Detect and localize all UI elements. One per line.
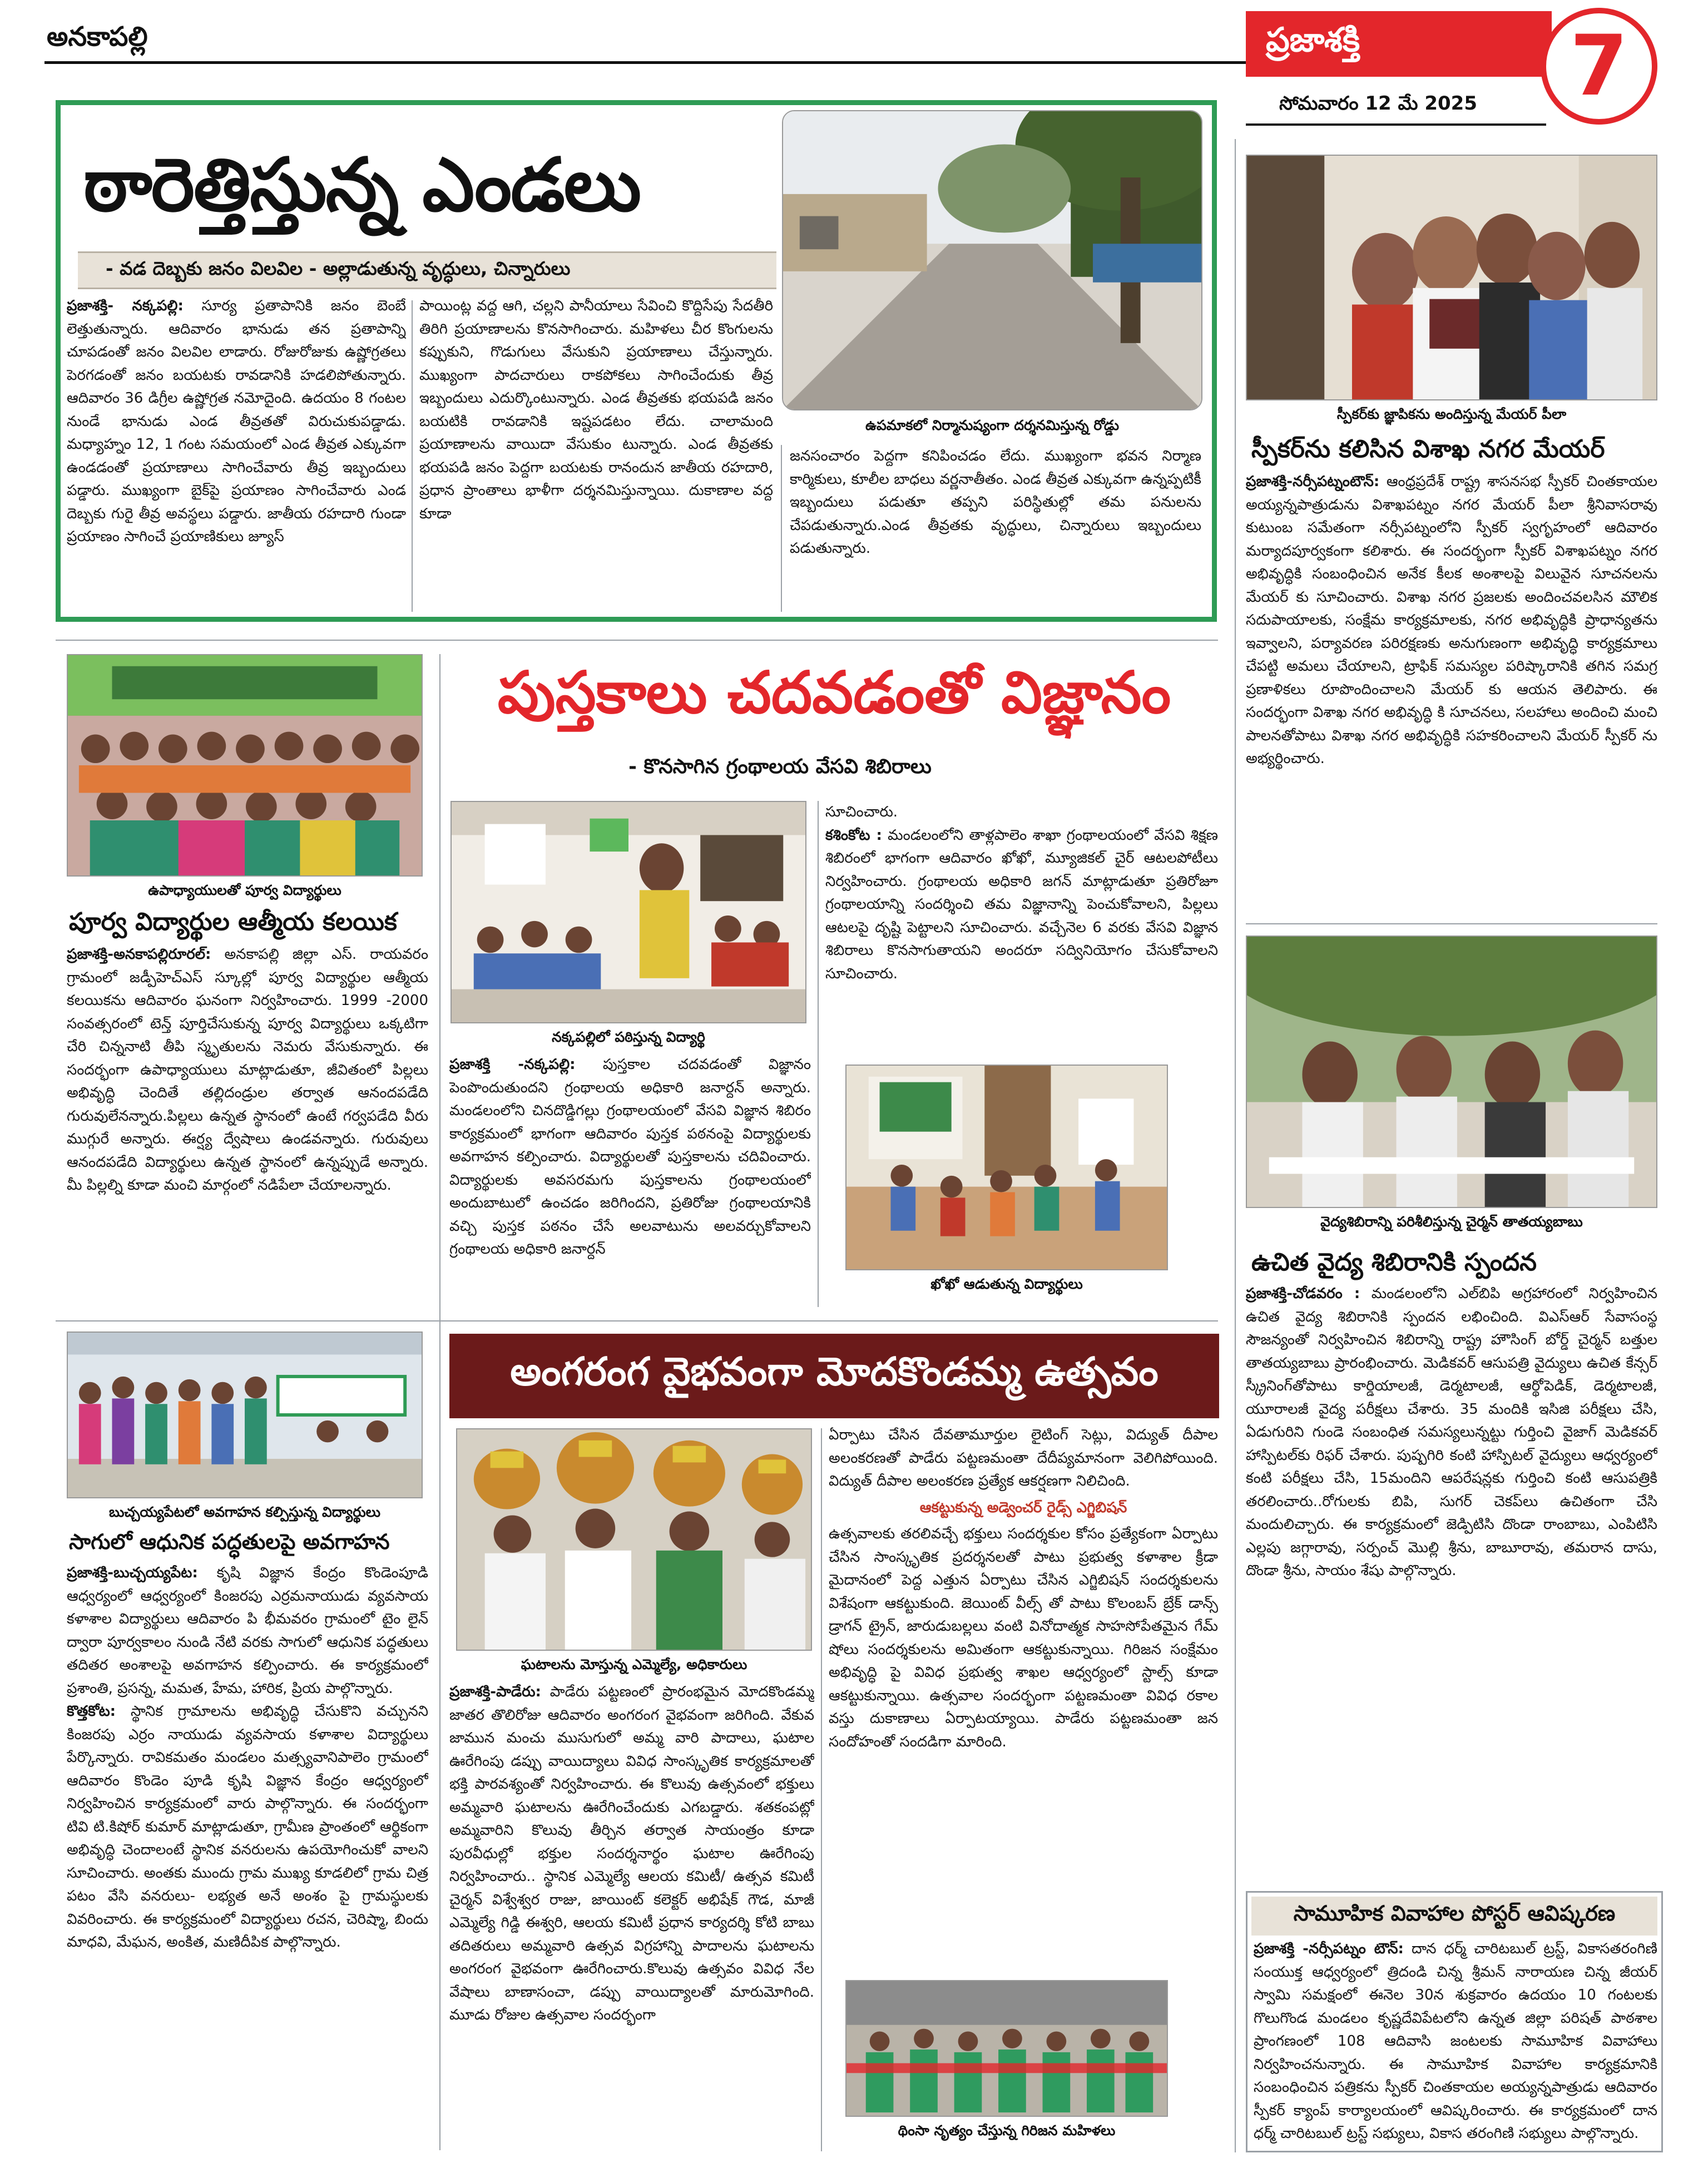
edition-name: అనకాపల్లి xyxy=(47,21,148,52)
agri-photo xyxy=(67,1332,423,1498)
festival-story-headline: అంగరంగ వైభవంగా మోదకొండమ్మ ఉత్సవం xyxy=(510,1348,1159,1394)
lead-story-photo-caption: ఉపమాకలో నిర్మానుష్యంగా దర్శనమిస్తున్న రోడ్డు xyxy=(865,417,1119,433)
alumni-photo xyxy=(67,654,423,877)
masthead-rule xyxy=(44,61,1251,64)
speaker-photo-caption: స్పీకర్‌కు జ్ఞాపికను అందిస్తున్న మేయర్ పీలా xyxy=(1336,406,1567,422)
library-col-divider xyxy=(818,801,819,1307)
lead-story-column-1 xyxy=(67,295,406,612)
medical-photo-caption: వైద్యశిబిరాన్ని పరిశీలిస్తున్న చైర్మన్ తాతయ్యబాబు xyxy=(1320,1214,1583,1230)
speaker-story-text: ఆంధ్రప్రదేశ్ రాష్ట్ర శాసనసభ స్పీకర్ చింతకాయల అయ్యన్నపాత్రుడును విశాఖపట్నం నగర మేయర్ పీలా శ్రీనివాసరావు కుటుంబ సమేతంగా నర్సీపట్నంలోని స్పీకర్ స్వగృహంలో ఆదివారం మర్యాదపూర్వకంగా కలిశారు. ఈ సందర్భంగా స్పీకర్ విశాఖపట్నం నగర అభివృద్ధికి సంబంధించిన అనేక కీలక అంశాలపై విలువైన సూచనలను మేయర్ కు సూచించారు. విశాఖ నగర ప్రజలకు అందించవలసిన మౌలిక సదుపాయాలకు, సంక్షేమ కార్యక్రమాలకు, నగర అభివృద్ధికి ప్రాధాన్యతను ఇవ్వాలని, పర్యావరణ పరిరక్షణకు అనుగుణంగా అభివృద్ధి కార్యక్రమాలు చేపట్టి అమలు చేయాలని, ట్రాఫిక్ సమస్యల పరిష్కారానికి తగిన సమగ్ర ప్రణాళికలు రూపొందించాలని మేయర్ కు ఆయన తెలిపారు. ఈ సందర్భంగా విశాఖ నగర అభివృద్ధి కి సూచనలు, సలహాలు అందించి మంచి పాలనతోపాటు విశాఖ నగర అభివృద్ధికి సహకరించాలని మేయర్ స్పీకర్ ను అభ్యర్థించారు. xyxy=(1246,473,1657,767)
library-story-dateline-2: కశింకోట : xyxy=(825,826,882,844)
medical-photo xyxy=(1246,935,1657,1208)
mid-divider-top xyxy=(56,640,1218,641)
festival-headline-bar xyxy=(449,1334,1219,1418)
agri-awareness-image xyxy=(68,1333,422,1497)
library-photo-khokho-caption: ఖోఖో ఆడుతున్న విద్యార్థులు xyxy=(930,1276,1083,1292)
ghatam-procession-image xyxy=(457,1429,811,1650)
agri-story-dateline: ప్రజాశక్తి-బుచ్చయ్యపేట: xyxy=(67,1565,198,1581)
lead-story-column-3 xyxy=(790,445,1201,612)
library-story-text-right: మండలంలోని తాళ్లపాలెం శాఖా గ్రంథాలయంలో వేసవి శిక్షణ శిబిరంలో భాగంగా ఆదివారం ఖోఖో, మ్యూజికల్ చైర్ ఆటలపోటీలు నిర్వహించారు. గ్రంథాలయ అధికారి జగన్ మాట్లాడుతూ ప్రతిరోజూ గ్రంథాలయాన్ని సందర్శించి తమ విజ్ఞానాన్ని పెంచుకోవాలని, పిల్లలు ఆటలపై దృష్టి పెట్టాలని సూచించారు. వచ్చేనెల 6 వరకు వేసవి విజ్ఞాన శిబిరాలు కొనసాగుతాయని అందరూ సద్వినియోగం చేసుకోవాలని సూచించారు. xyxy=(825,826,1218,982)
alumni-story-headline: పూర్వ విద్యార్థుల ఆత్మీయ కలయిక xyxy=(69,908,397,936)
page-number: 7 xyxy=(1570,18,1628,115)
festival-col-divider xyxy=(821,1428,822,2151)
library-photo-khokho xyxy=(845,1065,1168,1270)
dhimsa-dance-image xyxy=(846,1981,1167,2116)
agri-story-text: కృషి విజ్ఞాన కేంద్రం కొండెంపూడి ఆధ్వర్యంలో ఆధ్వర్యంలో కింజరపు ఎర్రమనాయుడు వ్యవసాయ కళాశాల విద్యార్థులు ఆదివారం పి భీమవరం గ్రామంలో టైం లైన్ ద్వారా పూర్వకాలం నుండి నేటి వరకు సాగులో ఆధునిక పద్ధతులు తదితర అంశాలపై అవగాహన కల్పించారు. ఈ కార్యక్రమంలో ప్రశాంతి, ప్రసన్న, మమత, హేమ, హారిక, ప్రియ పాల్గొన్నారు. xyxy=(67,1565,428,1697)
lead-col-divider-1 xyxy=(412,300,413,612)
library-story-headline: పుస్తకాలు చదవడంతో విజ్ఞానం xyxy=(497,659,1171,726)
speaker-story-body xyxy=(1246,471,1657,904)
paper-name: ప్రజాశక్తి xyxy=(1266,21,1360,60)
festival-story-dateline: ప్రజాశక్తి-పాడేరు: xyxy=(449,1684,541,1700)
festival-story-body-right xyxy=(829,1424,1218,1991)
alumni-group-image xyxy=(68,655,422,875)
wedding-story-dateline: ప్రజాశక్తి -నర్సీపట్నం టౌన్: xyxy=(1254,1941,1404,1957)
library-photo-reading-caption: నక్కపల్లిలో పఠిస్తున్న విద్యార్థి xyxy=(552,1029,705,1045)
lead-story-subhead-band xyxy=(78,251,776,289)
alumni-story-text: అనకాపల్లి జిల్లా ఎస్. రాయవరం గ్రామంలో జడ్పీహెచ్ఎస్ స్కూల్లో పూర్వ విద్యార్థుల ఆత్మీయ కలయికను ఆదివారం ఘనంగా నిర్వహించారు. 1999 -2000 సంవత్సరంలో టెన్త్ పూర్తిచేసుకున్న పూర్వ విద్యార్థులు ఒక్కటిగా చేరి చిన్ననాటి తీపి స్మృతులను నెమరు వేసుకున్నారు. ఈ సందర్భంగా ఉపాధ్యాయులు మాట్లాడుతూ, జీవితంలో పిల్లలు అభివృద్ధి చెందితే తల్లిదండ్రుల తర్వాత ఆనందపడేది గురువులేనన్నారు.పిల్లలు ఉన్నత స్థానంలో ఉంటే గర్వపడేది వీరు ముగ్గురే అన్నారు. ఈర్ష్య ద్వేషాలు ఉండవన్నారు. గురువులు ఆనందపడేది విద్యార్థులు ఉన్నత స్థానంలో ఉన్నప్పుడే అన్నారు. మీ పిల్లల్ని కూడా మంచి మార్గంలో నడిపేలా చేయాలన్నారు. xyxy=(67,946,428,1194)
lead-story-dateline: ప్రజాశక్తి- నక్కపల్లి: xyxy=(67,298,184,314)
festival-story-text-right-2: ఉత్సవాలకు తరలివచ్చే భక్తులు సందర్శకుల కోసం ప్రత్యేకంగా ఏర్పాటు చేసిన సాంస్కృతిక ప్రదర్శనలతో పాటు ప్రభుత్వ కళాశాల క్రీడా మైదానంలో పెద్ద ఎత్తున ఏర్పాటు చేసిన ఎగ్జిబిషన్ సందర్శకులను విశేషంగా ఆకట్టుకుంది. జెయింట్ వీల్స్ తో పాటు కొలంబస్ బ్రేక్ డాన్స్ డ్రాగన్ ట్రైన్, జారుడుబల్లలు వంటి వినోదాత్మక సాహసోపేతమైన గేమ్ షోలు సందర్శకులను అమితంగా ఆకట్టుకున్నాయి. గిరిజన సంక్షేమం అభివృద్ధి పై వివిధ ప్రభుత్వ శాఖల ఆధ్వర్యంలో స్టాల్స్ కూడా ఆకట్టుకున్నాయి. ఉత్సవాల సందర్భంగా పట్టణమంతా వివిధ రకాల వస్తు దుకాణాలు ఏర్పాటయ్యాయి. పాడేరు పట్టణమంతా జన సందోహంతో సందడిగా మారింది. xyxy=(829,1526,1218,1750)
library-text-continued: సూచించారు. xyxy=(825,804,898,820)
wedding-story-text: దాన ధర్మ్ చారిటబుల్ ట్రస్ట్, వికాసతరంగిణి సంయుక్త ఆధ్వర్యంలో త్రిదండి చిన్న శ్రీమన్ నారాయణ చిన్న జీయర్ స్వామి సమక్షంలో ఈనెల 30న శుక్రవారం ఉదయం 10 గంటలకు గొలుగొండ మండలం కృష్ణదేవిపేటలోని ఉన్నత జిల్లా పరిషత్ పాఠశాల ప్రాంగణంలో 108 ఆదివాసి జంటలకు సామూహిక వివాహాలు నిర్వహించనున్నారు. ఈ సామూహిక వివాహాల కార్యక్రమానికి సంబంధించిన పత్రికను స్పీకర్ చింతకాయల అయ్యన్నపాత్రుడు ఆదివారం స్పీకర్ క్యాంప్ కార్యాలయంలో ఆవిష్కరించారు. ఈ కార్యక్రమంలో దాన ధర్మ్ చారిటబుల్ ట్రస్ట్ సభ్యులు, వికాస తరంగిణి సభ్యులు పాల్గొన్నారు. xyxy=(1254,1941,1657,2142)
library-photo-reading xyxy=(450,801,806,1023)
wedding-headline-band xyxy=(1251,1897,1657,1936)
library-story-text-left: పుస్తకాల చదవడంతో విజ్ఞానం పెంపొందుతుందని గ్రంథాలయ అధికారి జనార్దన్ అన్నారు. మండలంలోని చినదొడ్డిగల్లు గ్రంథాలయంలో వేసవి విజ్ఞాన శిబిరం కార్యక్రమంలో భాగంగా ఆదివారం పుస్తక పఠనంపై విద్యార్థులకు అవగాహన కల్పించారు. విద్యార్థులతో పుస్తకాలను చదివించారు. విద్యార్థులకు అవసరమగు పుస్తకాలను గ్రంథాలయంలో అందుబాటులో ఉంచడం జరిగిందని, ప్రతిరోజు గ్రంథాలయానికి వచ్చి పుస్తక పఠనం చేసే అలవాటును అలవర్చుకోవాలని గ్రంథాలయ అధికారి జనార్దన్ xyxy=(449,1056,811,1258)
alumni-story-body xyxy=(67,943,428,1310)
medical-story-text: మండలంలోని ఎల్‌బిపి అగ్రహారంలో నిర్వహించిన ఉచిత వైద్య శిబిరానికి స్పందన లభించింది. విఎస్ఆర్ సేవాసంస్థ సౌజన్యంతో నిర్వహించిన శిబిరాన్ని రాష్ట్ర హౌసింగ్ బోర్డ్ చైర్మన్ బత్తుల తాతయ్యబాబు ప్రారంభించారు. మెడికవర్ ఆసుపత్రి వైద్యులు ఉచిత కేన్సర్ స్క్రీనింగ్‌తోపాటు కార్డియాలజీ, డెర్మటాలజీ, ఆర్థోపెడిక్, డెర్మటాలజీ, యూరాలజీ వైద్య పరీక్షలు చేశారు. 35 మందికి ఇసిజి పరీక్షలు చేసి, ఏడుగురిని గుండె సంబంధిత సమస్యలున్నట్టు గుర్తించి వైజాగ్ మెడికవర్ హాస్పిటల్‌కు రిఫర్ చేశారు. పుష్పగిరి కంటి హాస్పిటల్ వైద్యులు ఆధ్వర్యంలో కంటి పరీక్షలు చేసి, 15మందిని ఆపరేషన్లకు గుర్తించి కంటి ఆసుపత్రికి తరలించారు..రోగులకు బిపి, సుగర్ చెకప్‌లు ఉచితంగా చేసి మందులిచ్చారు. ఈ కార్యక్రమంలో జెడ్పిటిసి దొండా రాంబాబు, ఎంపిటిసి ఎల్లపు జగ్గారావు, సర్పంచ్ మొల్లి శ్రీను, బాబూరావు, తమరాన దాసు, దొండా శ్రీను, సాయం శేషు పాల్గొన్నారు. xyxy=(1246,1285,1657,1579)
khokho-game-image xyxy=(846,1066,1167,1269)
speaker-memento-image xyxy=(1247,156,1656,399)
festival-photo-dhimsa-caption: థింసా నృత్యం చేస్తున్న గిరిజన మహిళలు xyxy=(898,2122,1116,2139)
festival-photo-ghatam-caption: ఘటాలను మోస్తున్న ఎమ్మెల్యే, అధికారులు xyxy=(521,1656,747,1672)
library-story-body-right xyxy=(825,801,1218,1057)
empty-road-image xyxy=(783,111,1201,409)
wedding-story-headline: సామూహిక వివాహాల పోస్టర్ ఆవిష్కరణ xyxy=(1293,1901,1616,1926)
mid-divider-bottom xyxy=(56,1320,1218,1321)
medical-story-headline: ఉచిత వైద్య శిబిరానికి స్పందన xyxy=(1251,1248,1537,1276)
lead-story-headline: ఠారెత్తిస్తున్న ఎండలు xyxy=(83,142,641,228)
agri-photo-caption: బుచ్చయ్యపేటలో అవగాహన కల్పిస్తున్న విద్యార్థులు xyxy=(108,1504,381,1520)
lead-story-photo xyxy=(782,110,1202,410)
speaker-story-dateline: ప్రజాశక్తి-నర్సీపట్నంటౌన్: xyxy=(1246,473,1380,490)
student-reading-image xyxy=(452,802,805,1022)
festival-photo-ghatam xyxy=(456,1428,812,1651)
agri-story-body xyxy=(67,1562,428,2157)
lead-story-subheadline: - వడ దెబ్బకు జనం విలవిల - అల్లాడుతున్న వృద్ధులు, చిన్నారులు xyxy=(106,257,571,279)
festival-story-text-right: ఏర్పాటు చేసిన దేవతామూర్తుల లైటింగ్ సెట్లు, విద్యుత్ దీపాల అలంకరణతో పాడేరు పట్టణమంతా దేదీప్యమానంగా వెలిగిపోయింది. విద్యుత్ దీపాల అలంకరణ ప్రత్యేక ఆకర్షణగా నిలిచింది. xyxy=(829,1427,1218,1489)
issue-date: సోమవారం 12 మే 2025 xyxy=(1279,92,1477,115)
alumni-photo-caption: ఉపాధ్యాయులతో పూర్వ విద్యార్థులు xyxy=(148,882,341,898)
date-rule xyxy=(1246,123,1546,126)
wedding-story-body xyxy=(1254,1938,1657,2149)
library-story-subheadline: - కొనసాగిన గ్రంథాలయ వేసవి శిబిరాలు xyxy=(628,755,932,778)
medical-story-body xyxy=(1246,1283,1657,1878)
festival-story-body-left xyxy=(449,1681,814,2154)
festival-story-subheading: ఆకట్టుకున్న అడ్వెంచర్ రైడ్స్ ఎగ్జిబిషన్ xyxy=(919,1499,1127,1516)
lead-col-divider-2 xyxy=(781,445,782,612)
lead-story-column-2 xyxy=(419,295,773,612)
medical-story-dateline: ప్రజాశక్తి-చోడవరం : xyxy=(1246,1285,1360,1302)
right-divider-1 xyxy=(1246,923,1657,924)
medical-camp-image xyxy=(1247,937,1656,1207)
library-story-dateline: ప్రజాశక్తి -నక్కపల్లి: xyxy=(449,1056,576,1073)
speaker-story-headline: స్పీకర్‌ను కలిసిన విశాఖ నగర మేయర్ xyxy=(1251,435,1605,463)
lead-story-text-1: సూర్య ప్రతాపానికి జనం బెంబే లెత్తుతున్నారు. ఆదివారం భానుడు తన ప్రతాపాన్ని చూపడంతో జనం విలవిల లాడారు. రోజురోజుకు ఉష్ణోగ్రతలు పెరగడంతో జనం బయటకు రావడానికి హడలిపోతున్నారు. ఆదివారం 36 డిగ్రీల ఉష్ణోగ్రత నమోదైంది. ఉదయం 8 గంటల నుండే భానుడు ఎండ తీవ్రతతో విరుచుకుపడ్డాడు. మధ్యాహ్నం 12, 1 గంట సమయంలో ఎండ తీవ్రత ఎక్కువగా ఉండడంతో ప్రయాణాలు సాగించేవారు తీవ్ర ఇబ్బందులు పడ్డారు. ముఖ్యంగా బైక్‌పై ప్రయాణం సాగించేవారు ఎండ దెబ్బకు గురై తీవ్ర అవస్థలు పడ్డారు. జాతీయ రహదారి గుండా ప్రయాణం సాగించే ప్రయాణికులు జ్యూస్ xyxy=(67,298,406,545)
page-number-circle xyxy=(1541,8,1657,125)
agri-story-headline: సాగులో ఆధునిక పద్ధతులపై అవగాహన xyxy=(69,1530,390,1554)
festival-story-text-left: పాడేరు పట్టణంలో ప్రారంభమైన మోదకొండమ్మ జాతర తొలిరోజు ఆదివారం అంగరంగ వైభవంగా జరిగింది. వేకువ జామున మంచు ముసుగులో అమ్మ వారి పాదాలు, ఘటాల ఊరేగింపు డప్పు వాయిద్యాలు వివిధ సాంస్కృతిక కార్యక్రమాలతో భక్తి పారవశ్యంతో నిర్వహించారు. ఈ కొలువు ఉత్సవంలో భక్తులు అమ్మవారి ఘటాలను ఊరేగించేందుకు ఎగబడ్డారు. శతకంపట్లో అమ్మవారిని కొలువు తీర్చిన తర్వాత సాయంత్రం కూడా పురవీధుల్లో భక్తుల సందర్శనార్థం ఘటాల ఊరేగింపు నిర్వహించారు.. స్థానిక ఎమ్మెల్యే ఆలయ కమిటీ/ ఉత్సవ కమిటీ చైర్మన్ విశ్వేశ్వర రాజు, జాయింట్ కలెక్టర్ అభిషేక్ గౌడ, మాజీ ఎమ్మెల్యే గిడ్డి ఈశ్వరి, ఆలయ కమిటీ ప్రధాన కార్యదర్శి కోటి బాబు తదితరులు అమ్మవారి ఉత్సవ విగ్రహాన్ని పాదాలను ఘటాలను అంగరంగ వైభవంగా ఊరేగించారు.కొలువు ఉత్సవం వివిధ నేల వేషాలు బాణాసంచా, డప్పు వాయిద్యాలతో మారుమోగింది. మూడు రోజుల ఉత్సవాల సందర్భంగా xyxy=(449,1684,814,2023)
library-story-body-left xyxy=(449,1053,811,1304)
lead-story-text-2: పాయింట్ల వద్ద ఆగి, చల్లని పానీయాలు సేవించి కొద్దిసేపు సేదతీరి తిరిగి ప్రయాణాలను కొనసాగించారు. మహిళలు చీర కొంగులను కప్పుకుని, గొడుగులు వేసుకుని ప్రయాణాలు చేస్తున్నారు. ముఖ్యంగా పాదచారులు రాకపోకలు సాగించేందుకు తీవ్ర ఇబ్బందులు ఎదుర్కొంటున్నారు. ఎండ తీవ్రతకు భయపడి జనం బయటికి రావడానికి ఇష్టపడటం లేదు. చాలామంది ప్రయాణాలను వాయిదా వేసుకుం టున్నారు. ఎండ తీవ్రతకు భయపడి జనం పెద్దగా బయటకు రానందున జాతీయ రహదారి, ప్రధాన ప్రాంతాలు భాళీగా దర్శనమిస్తున్నాయి. దుకాణాల వద్ద కూడా xyxy=(419,298,773,522)
lead-story-text-3: జనసంచారం పెద్దగా కనిపించడం లేదు. ముఖ్యంగా భవన నిర్మాణ కార్మికులు, కూలీల బాధలు వర్ణనాతీతం. ఎండ తీవ్రత ఎక్కువగా ఉన్నప్పటికీ ఇబ్బందులు పడుతూ తప్పని పరిస్థితుల్లో తమ పనులను చేపడుతున్నారు.ఎండ తీవ్రతకు వృద్ధులు, చిన్నారులు ఇబ్బందులు పడుతున్నారు. xyxy=(790,448,1201,557)
right-column-divider xyxy=(1235,139,1236,2152)
agri-story-dateline-2: కొత్తకోట: xyxy=(67,1703,116,1720)
alumni-story-dateline: ప్రజాశక్తి-అనకాపల్లిరూరల్: xyxy=(67,946,211,963)
speaker-photo xyxy=(1246,155,1657,400)
festival-photo-dhimsa xyxy=(845,1980,1168,2117)
agri-story-text-2: స్థానిక గ్రామాలను అభివృద్ధి చేసుకొని వచ్చునని కింజరపు ఎర్రం నాయుడు వ్యవసాయ కళాశాల విద్యార్థులు పేర్కొన్నారు. రావికమతం మండలం మత్స్యవానిపాలెం గ్రామంలో ఆదివారం కొండెం పూడి కృషి విజ్ఞాన కేంద్రం ఆధ్వర్యంలో నిర్వహించిన కార్యక్రమంలో వారు పాల్గొన్నారు. ఈ సందర్భంగా టివి టి.కిషోర్ కుమార్ మాట్లాడుతూ, గ్రామీణ ప్రాంతంలో ఆర్థికంగా అభివృద్ధి చెందాలంటే స్థానిక వనరులను ఉపయోగించుకో వాలని సూచించారు. అంతకు ముందు గ్రామ ముఖ్య కూడలిలో గ్రామ చిత్ర పటం వేసి వనరులు- లభ్యత అనే అంశం పై గ్రామస్థులకు వివరించారు. ఈ కార్యక్రమంలో విద్యార్థులు రచన, చెరిష్మా, బిందు మాధవి, మేఘన, అంకిత, మణిదీపిక పాల్గొన్నారు. xyxy=(67,1703,428,1951)
paper-name-band xyxy=(1246,11,1552,77)
left-column-divider xyxy=(439,654,440,2150)
